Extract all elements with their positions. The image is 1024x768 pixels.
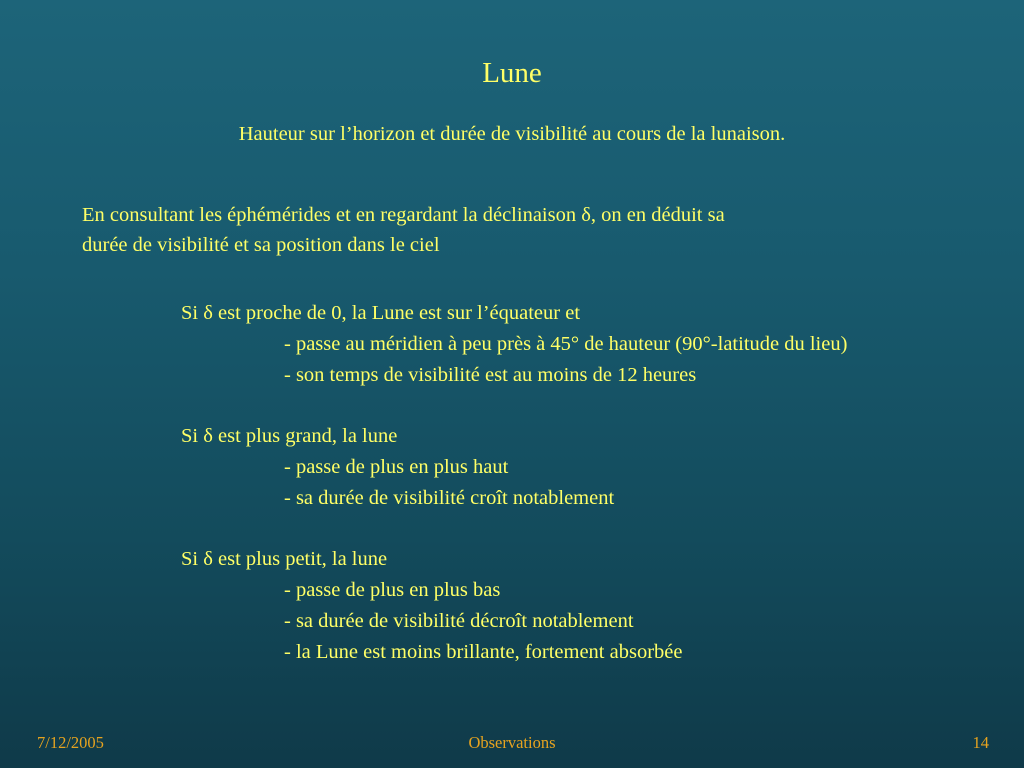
intro-line: durée de visibilité et sa position dans le ciel [82, 234, 440, 256]
footer-title: Observations [468, 733, 556, 752]
case-heading: Si δ est plus petit, la lune [181, 548, 388, 570]
case-block-near-zero [181, 298, 847, 391]
intro-line: En consultant les éphémérides et en regardant la déclinaison δ, on en déduit sa [82, 204, 725, 226]
case-block-smaller [181, 544, 682, 668]
case-item: - passe de plus en plus bas [284, 579, 501, 601]
case-block-larger [181, 421, 614, 514]
intro-paragraph [82, 200, 725, 260]
case-item: - passe de plus en plus haut [284, 456, 509, 478]
case-item: - la Lune est moins brillante, fortement absorbée [284, 641, 683, 663]
case-item: - son temps de visibilité est au moins de 12 heures [284, 364, 697, 386]
case-item: - sa durée de visibilité décroît notablement [284, 610, 634, 632]
footer-date: 7/12/2005 [37, 733, 104, 752]
case-item: - sa durée de visibilité croît notablement [284, 487, 615, 509]
slide-title: Lune [482, 57, 542, 89]
slide-subtitle: Hauteur sur l’horizon et durée de visibilité au cours de la lunaison. [238, 123, 786, 145]
case-heading: Si δ est proche de 0, la Lune est sur l’équateur et [181, 302, 581, 324]
footer-page-number: 14 [972, 733, 989, 752]
case-item: - passe au méridien à peu près à 45° de hauteur (90°-latitude du lieu) [284, 333, 848, 355]
case-heading: Si δ est plus grand, la lune [181, 425, 398, 447]
